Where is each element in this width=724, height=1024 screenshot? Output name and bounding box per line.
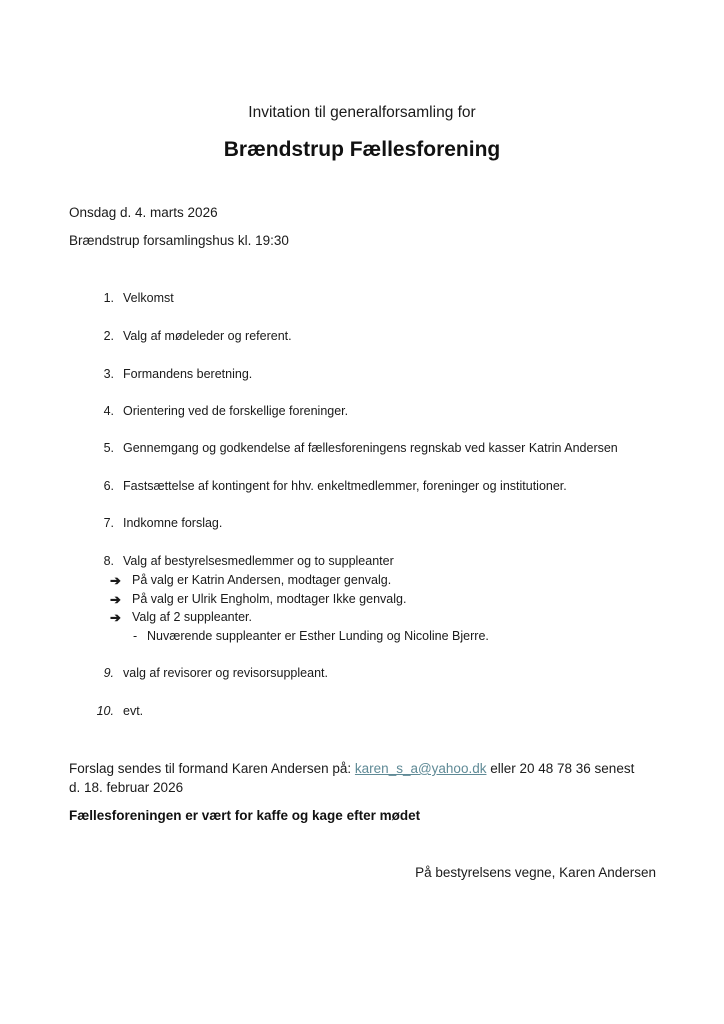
agenda-item-number: 9. [103,666,114,680]
arrow-right-icon: ➔ [110,573,121,588]
association-title: Brændstrup Fællesforening [223,138,501,161]
agenda-item [90,291,650,309]
proposal-line [69,761,634,776]
coffee-note: Fællesforeningen er vært for kaffe og kage efter mødet [69,808,421,823]
signature-line: På bestyrelsens vegne, Karen Andersen [415,865,656,880]
agenda-item-number: 7. [103,516,114,530]
agenda-item-text: Indkomne forslag. [123,516,223,530]
proposal-prefix: Forslag sendes til formand Karen Andersen på: [69,761,355,776]
sub-item [110,573,610,591]
agenda-item-number: 10. [96,704,114,718]
sub-item [110,592,610,610]
agenda-item-number: 4. [103,404,114,418]
agenda-item-text: valg af revisorer og revisorsuppleant. [123,666,328,680]
agenda-item [90,704,650,722]
agenda-item-text: Fastsættelse af kontingent for hhv. enkeltmedlemmer, foreninger og institutioner. [123,479,567,493]
sub-item-text: På valg er Katrin Andersen, modtager genvalg. [132,573,392,587]
arrow-right-icon: ➔ [110,610,121,625]
agenda-item-text: evt. [123,704,144,718]
agenda-item-number: 8. [103,554,114,568]
email-link[interactable]: karen_s_a@yahoo.dk [354,761,487,776]
agenda-item [90,441,650,459]
sub-item [110,610,610,628]
agenda-item [90,479,650,497]
dash-bullet: - [133,629,138,643]
agenda-item [90,404,650,422]
agenda-item-text: Orientering ved de forskellige foreninger. [123,404,349,418]
agenda-item [90,516,650,534]
agenda-item-number: 2. [103,329,114,343]
agenda-item [90,329,650,347]
meeting-date: Onsdag d. 4. marts 2026 [69,205,218,220]
agenda-item-number: 5. [103,441,114,455]
invitation-subtitle: Invitation til generalforsamling for [248,104,476,121]
sub-sub-item-text: Nuværende suppleanter er Esther Lunding og Nicoline Bjerre. [147,629,489,643]
agenda-item-number: 3. [103,367,114,381]
sub-item-text: Valg af 2 suppleanter. [132,610,252,624]
agenda-item-text: Valg af mødeleder og referent. [123,329,292,343]
arrow-right-icon: ➔ [110,592,121,607]
agenda-item-text: Gennemgang og godkendelse af fællesforeningens regnskab ved kasser Katrin Andersen [123,441,618,455]
agenda-item-text: Formandens beretning. [123,367,253,381]
agenda-item-text: Valg af bestyrelsesmedlemmer og to suppleanter [123,554,394,568]
sub-sub-item [133,629,613,647]
meeting-place: Brændstrup forsamlingshus kl. 19:30 [69,233,289,248]
agenda-item-number: 1. [103,291,114,305]
agenda-item [90,666,650,684]
deadline-line: d. 18. februar 2026 [69,780,184,795]
proposal-suffix: eller 20 48 78 36 senest [486,761,635,776]
agenda-item-number: 6. [103,479,114,493]
agenda-item-text: Velkomst [123,291,174,305]
sub-item-text: På valg er Ulrik Engholm, modtager Ikke genvalg. [132,592,407,606]
agenda-item [90,554,650,572]
agenda-item [90,367,650,385]
